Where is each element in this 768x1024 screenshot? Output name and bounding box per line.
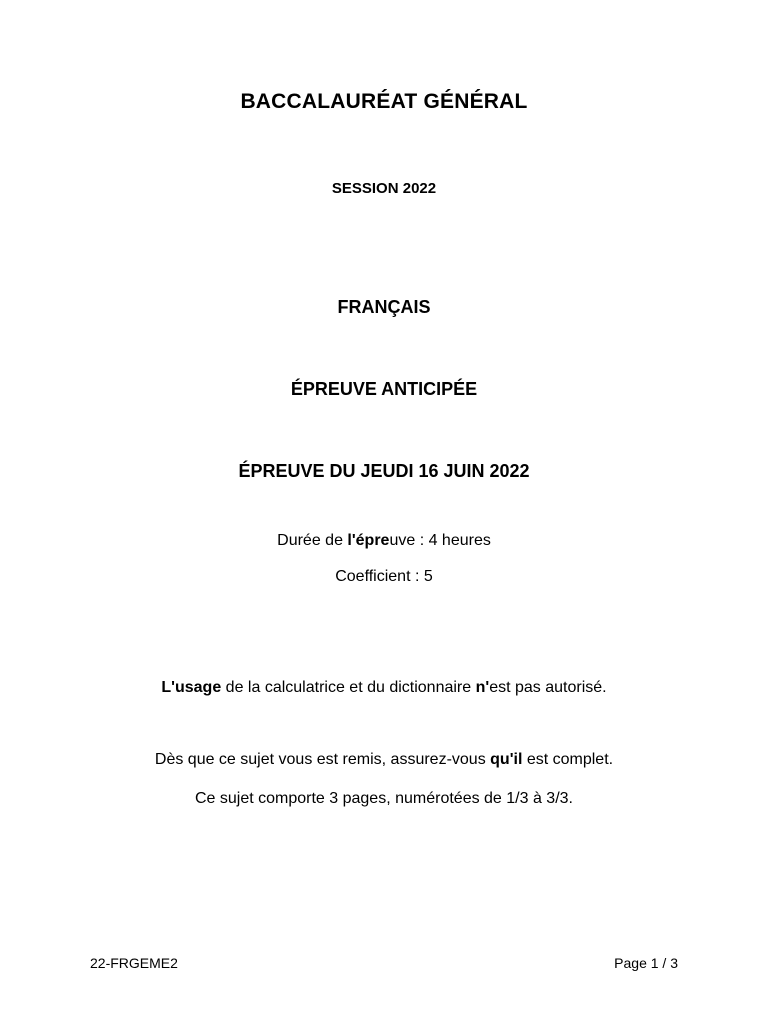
calculator-notice — [0, 679, 768, 697]
footer-page-number: Page 1 / 3 — [614, 955, 678, 971]
calc-text-2: est pas autorisé. — [489, 679, 607, 696]
duration-line — [0, 532, 768, 550]
calc-bold-usage: L'usage — [161, 679, 222, 696]
calc-bold-n: n' — [475, 679, 490, 696]
check-text-2: est complet. — [522, 751, 614, 768]
calc-text-1: de la calculatrice et du dictionnaire — [221, 679, 476, 696]
exam-title: BACCALAURÉAT GÉNÉRAL — [240, 90, 528, 113]
duration-bold: l'épre — [347, 532, 390, 549]
exam-date-label: ÉPREUVE DU JEUDI 16 JUIN 2022 — [238, 461, 530, 481]
coefficient-line: Coefficient : 5 — [335, 568, 433, 585]
check-complete-notice — [0, 751, 768, 769]
session-label: SESSION 2022 — [331, 180, 437, 197]
subject-label: FRANÇAIS — [337, 297, 431, 317]
check-bold: qu'il — [490, 751, 523, 768]
exam-type-label: ÉPREUVE ANTICIPÉE — [290, 379, 478, 399]
check-text-1: Dès que ce sujet vous est remis, assurez-vous — [154, 751, 491, 768]
duration-prefix: Durée de — [277, 532, 348, 549]
footer-exam-code: 22-FRGEME2 — [90, 955, 178, 971]
page-count-notice: Ce sujet comporte 3 pages, numérotées de 1/3 à 3/3. — [194, 790, 573, 807]
duration-suffix: uve : 4 heures — [389, 532, 491, 549]
